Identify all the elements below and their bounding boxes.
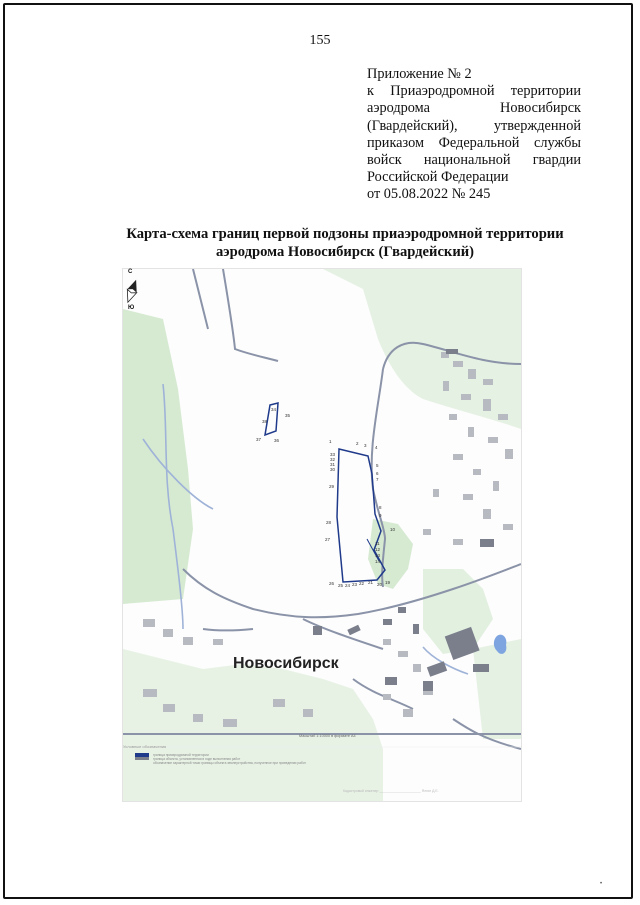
map-scheme — [122, 268, 522, 802]
point-label: 33 — [330, 452, 336, 457]
appendix-line: Российской Федерации — [367, 169, 509, 186]
point-label: 32 — [330, 457, 336, 462]
point-label: 19 — [385, 580, 391, 585]
point-label: 31 — [330, 462, 336, 467]
point-label: 4 — [375, 445, 378, 450]
legend-item: граница объекта, установленная в ходе выполнения работ — [153, 757, 241, 761]
appendix-line: к Приаэродромной территории — [367, 83, 581, 100]
point-label: 2 — [356, 441, 359, 446]
point-label: 22 — [359, 581, 365, 586]
compass — [125, 269, 139, 315]
point-label: 13 — [375, 553, 381, 558]
north-arrow-icon — [125, 277, 139, 307]
page-number: 155 — [309, 33, 331, 48]
point-label: 12 — [375, 547, 381, 552]
point-label: 26 — [329, 581, 335, 586]
document-title — [110, 225, 580, 261]
point-label: 27 — [325, 537, 331, 542]
point-label: 5 — [376, 463, 379, 468]
point-label: 25 — [338, 583, 344, 588]
legend-item: обозначение характерной точки границы объекта землеустройства, полученное при проведении работ — [153, 761, 306, 765]
appendix-line: приказом Федеральной службы — [367, 134, 581, 151]
point-label: 14 — [375, 559, 381, 564]
appendix-line: (Гвардейский), утвержденной — [367, 117, 581, 134]
point-label: 34 — [271, 407, 277, 412]
point-label: 28 — [326, 520, 332, 525]
title-line: аэродрома Новосибирск (Гвардейский) — [215, 244, 475, 260]
compass-north-label: С — [128, 269, 133, 275]
title-line: Карта-схема границ первой подзоны приаэродромной территории — [126, 226, 564, 242]
point-label: 21 — [368, 580, 374, 585]
point-label: 7 — [376, 477, 379, 482]
compass-south-label: Ю — [128, 305, 135, 311]
point-label: 24 — [345, 583, 351, 588]
point-label: 37 — [256, 437, 262, 442]
point-label: 38 — [262, 419, 268, 424]
point-label: 20 — [377, 582, 383, 587]
point-label: 29 — [329, 484, 335, 489]
legend-item: граница приаэродромной территории — [153, 753, 209, 757]
point-label: 9 — [379, 513, 382, 518]
corner-mark: • — [600, 881, 603, 887]
appendix-line: войск национальной гвардии — [367, 152, 581, 169]
map-drawing — [123, 269, 521, 801]
point-label: 8 — [379, 505, 382, 510]
appendix-line: Приложение № 2 — [367, 66, 472, 82]
point-label: 6 — [376, 471, 379, 476]
point-label: 35 — [285, 413, 291, 418]
point-label: 23 — [352, 582, 358, 587]
appendix-line: от 05.08.2022 № 245 — [367, 186, 491, 203]
green-areas — [123, 269, 521, 801]
point-label: 36 — [274, 438, 280, 443]
appendix-line: аэродрома Новосибирск — [367, 100, 581, 117]
point-label: 11 — [375, 541, 380, 546]
appendix-block — [367, 66, 581, 204]
city-label: Новосибирск — [233, 655, 339, 672]
point-label: 30 — [330, 467, 336, 472]
signature-line: Кадастровый инженер ______________________ Ялгин Д.Е. — [343, 789, 439, 793]
point-label: 1 — [329, 439, 332, 444]
point-label: 10 — [390, 527, 396, 532]
scale-text: Масштаб 1:10000 в формате А4 — [299, 734, 356, 738]
point-label: 3 — [364, 443, 367, 448]
legend-title: Условные обозначения — [123, 744, 167, 749]
